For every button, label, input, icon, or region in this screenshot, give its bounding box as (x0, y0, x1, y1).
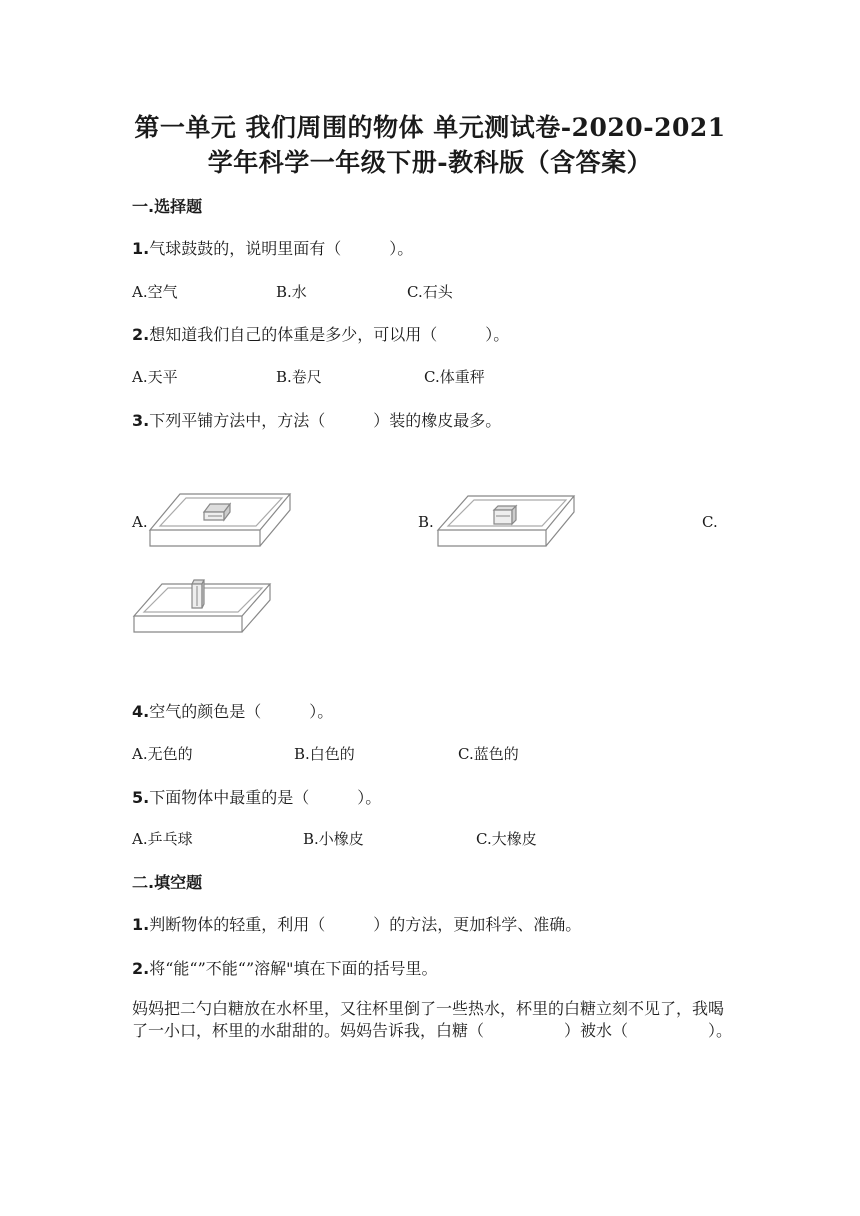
question-number: 1. (132, 239, 150, 258)
question-text: 判断物体的轻重，利用（ ）的方法，更加科学、准确。 (149, 915, 582, 934)
option-a: A.无色的 (132, 745, 193, 763)
option-c: C.蓝色的 (458, 745, 519, 763)
question-2 (132, 322, 509, 345)
option-a: A.天平 (132, 368, 178, 386)
option-a: A. (132, 513, 148, 531)
doc-title-line1: 第一单元 我们周围的物体 单元测试卷-2020-2021 (134, 113, 726, 142)
option-c: C.大橡皮 (476, 830, 537, 848)
question-text: 下列平铺方法中，方法（ ）装的橡皮最多。 (149, 411, 502, 430)
option-b: B.水 (276, 283, 307, 301)
question-number: 4. (132, 702, 150, 721)
question-number: 5. (132, 788, 150, 807)
question-4 (132, 699, 333, 722)
question-text: 气球鼓鼓的，说明里面有（ ）。 (149, 239, 414, 258)
tray-figure-a (148, 488, 294, 552)
option-c: C. (702, 513, 718, 531)
tray-figure-b (436, 490, 578, 552)
doc-title-line2: 学年科学一年级下册-教科版（含答案） (207, 148, 653, 177)
option-b: B.卷尺 (276, 368, 322, 386)
question-number: 3. (132, 411, 150, 430)
option-b: B. (418, 513, 434, 531)
option-b: B.白色的 (294, 745, 355, 763)
section-heading-fill: 二.填空题 (132, 873, 203, 892)
question-3 (132, 408, 501, 431)
question-number: 2. (132, 325, 150, 344)
fill-question-2-passage: 妈妈把二勺白糖放在水杯里，又往杯里倒了一些热水，杯里的白糖立刻不见了，我喝了一小口，杯里的水甜甜的。妈妈告诉我，白糖（ ）被水（ ）。 (132, 999, 733, 1040)
option-a: A.乒乓球 (132, 830, 193, 848)
tray-figure-c (132, 576, 274, 636)
question-text: 空气的颜色是（ ）。 (149, 702, 334, 721)
fill-question-2 (132, 956, 437, 979)
question-5 (132, 785, 381, 808)
question-text: 下面物体中最重的是（ ）。 (149, 788, 382, 807)
section-heading-choice: 一.选择题 (132, 197, 203, 216)
question-number: 1. (132, 915, 150, 934)
option-a: A.空气 (132, 283, 178, 301)
question-text: 想知道我们自己的体重是多少，可以用（ ）。 (149, 325, 510, 344)
option-c: C.石头 (407, 283, 453, 301)
question-text: 将“能“”不能“”溶解"填在下面的括号里。 (149, 959, 438, 978)
question-number: 2. (132, 959, 150, 978)
question-1 (132, 236, 413, 259)
option-c: C.体重秤 (424, 368, 485, 386)
option-b: B.小橡皮 (303, 830, 364, 848)
fill-question-1 (132, 912, 581, 935)
